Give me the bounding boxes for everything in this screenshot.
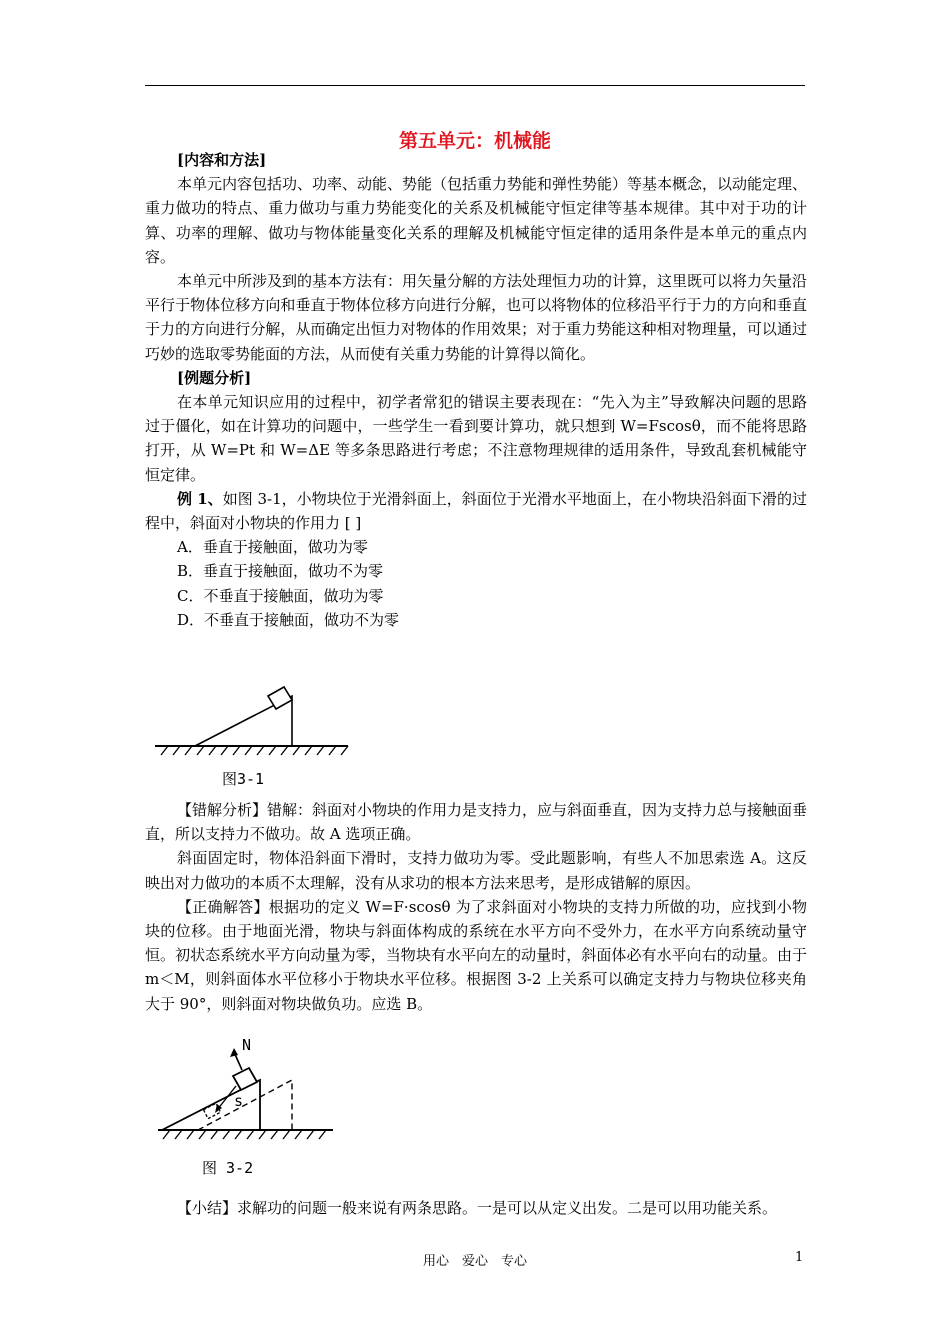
paragraph-common-errors: 在本单元知识应用的过程中，初学者常犯的错误主要表现在：“先入为主”导致解决问题的思路过于僵化，如在计算功的问题中，一些学生一看到要计算功，就只想到 W=Fscosθ，而不能将思路打开，从 W=Pt 和 W=ΔE 等多条思路进行考虑；不注意物理规律的适用条件，导致乱套机械能守恒定律。 <box>145 393 807 484</box>
paragraph-basic-methods: 本单元中所涉及到的基本方法有：用矢量分解的方法处理恒力功的计算，这里既可以将力矢量沿平行于物体位移方向和垂直于物体位移方向进行分解，也可以将物体的位移沿平行于力的方向和垂直于力的方向进行分解，从而确定出恒力对物体的作用效果；对于重力势能这种相对物理量，可以通过巧妙的选取零势能面的方法，从而使有关重力势能的计算得以简化。 <box>145 272 808 363</box>
figure-3-1-caption: 图3-1 <box>222 770 265 788</box>
figure-3-2-label-s: s <box>234 1092 244 1110</box>
example-1-label: 例 1、 <box>177 489 223 508</box>
example-1-question-text: 如图 3-1，小物块位于光滑斜面上，斜面位于光滑水平地面上，在小物块沿斜面下滑的过程中，斜面对小物块的作用力 [ ] <box>145 489 807 533</box>
figure-3-2 <box>150 1030 345 1185</box>
option-d: D．不垂直于接触面，做功不为零 <box>177 610 400 629</box>
wrong-reason: 斜面固定时，物体沿斜面下滑时，支持力做功为零。受此题影响，有些人不加思索选 A。这反映出对力做功的本质不太理解，没有从求功的根本方法来思考，是形成错解的原因。 <box>145 849 807 892</box>
summary: 【小结】求解功的问题一般来说有两条思路。一是可以从定义出发。二是可以用功能关系。 <box>177 1199 778 1217</box>
header-rule <box>145 85 805 86</box>
content-method-section <box>145 148 807 632</box>
option-b: B．垂直于接触面，做功不为零 <box>177 562 384 581</box>
option-a: A．垂直于接触面，做功为零 <box>177 538 368 557</box>
page-title: 第五单元：机械能 <box>398 130 551 152</box>
analysis-section <box>145 798 807 1016</box>
correct-answer: 【正确解答】根据功的定义 W=F·scosθ 为了求斜面对小物块的支持力所做的功，应找到小物块的位移。由于地面光滑，物块与斜面体构成的系统在水平方向不受外力，在水平方向系统动量守恒。初状态系统水平方向动量为零，当物块有水平向左的动量时，斜面体必有水平向右的动量。由于 m＜M，则斜面体水平位移小于物块水平位移。根据图 3-2 上关系可以确定支持力与物块位移夹角大于 90°，则斜面对物块做负功。应选 B。 <box>145 897 807 1013</box>
page-number: 1 <box>795 1250 804 1265</box>
section-heading-examples: [例题分析] <box>177 368 252 387</box>
figure-3-2-label-n: N <box>242 1036 252 1054</box>
paragraph-unit-content: 本单元内容包括功、功率、动能、势能（包括重力势能和弹性势能）等基本概念，以动能定理、重力做功的特点、重力做功与重力势能变化的关系及机械能守恒定律等基本规律。其中对于功的计算、功率的理解、做功与物体能量变化关系的理解及机械能守恒定律的适用条件是本单元的重点内容。 <box>145 175 808 266</box>
option-c: C．不垂直于接触面，做功为零 <box>177 586 384 605</box>
section-heading-content-method: [内容和方法] <box>177 151 267 169</box>
summary-section <box>145 1196 807 1220</box>
page-footer: 用心 爱心 专心 <box>422 1254 527 1269</box>
figure-3-2-caption: 图 3-2 <box>202 1159 254 1177</box>
wrong-analysis: 【错解分析】错解：斜面对小物块的作用力是支持力，应与斜面垂直，因为支持力总与接触面垂直，所以支持力不做功。故 A 选项正确。 <box>145 801 808 844</box>
example-1-question <box>145 487 807 535</box>
figure-3-1 <box>150 676 360 788</box>
